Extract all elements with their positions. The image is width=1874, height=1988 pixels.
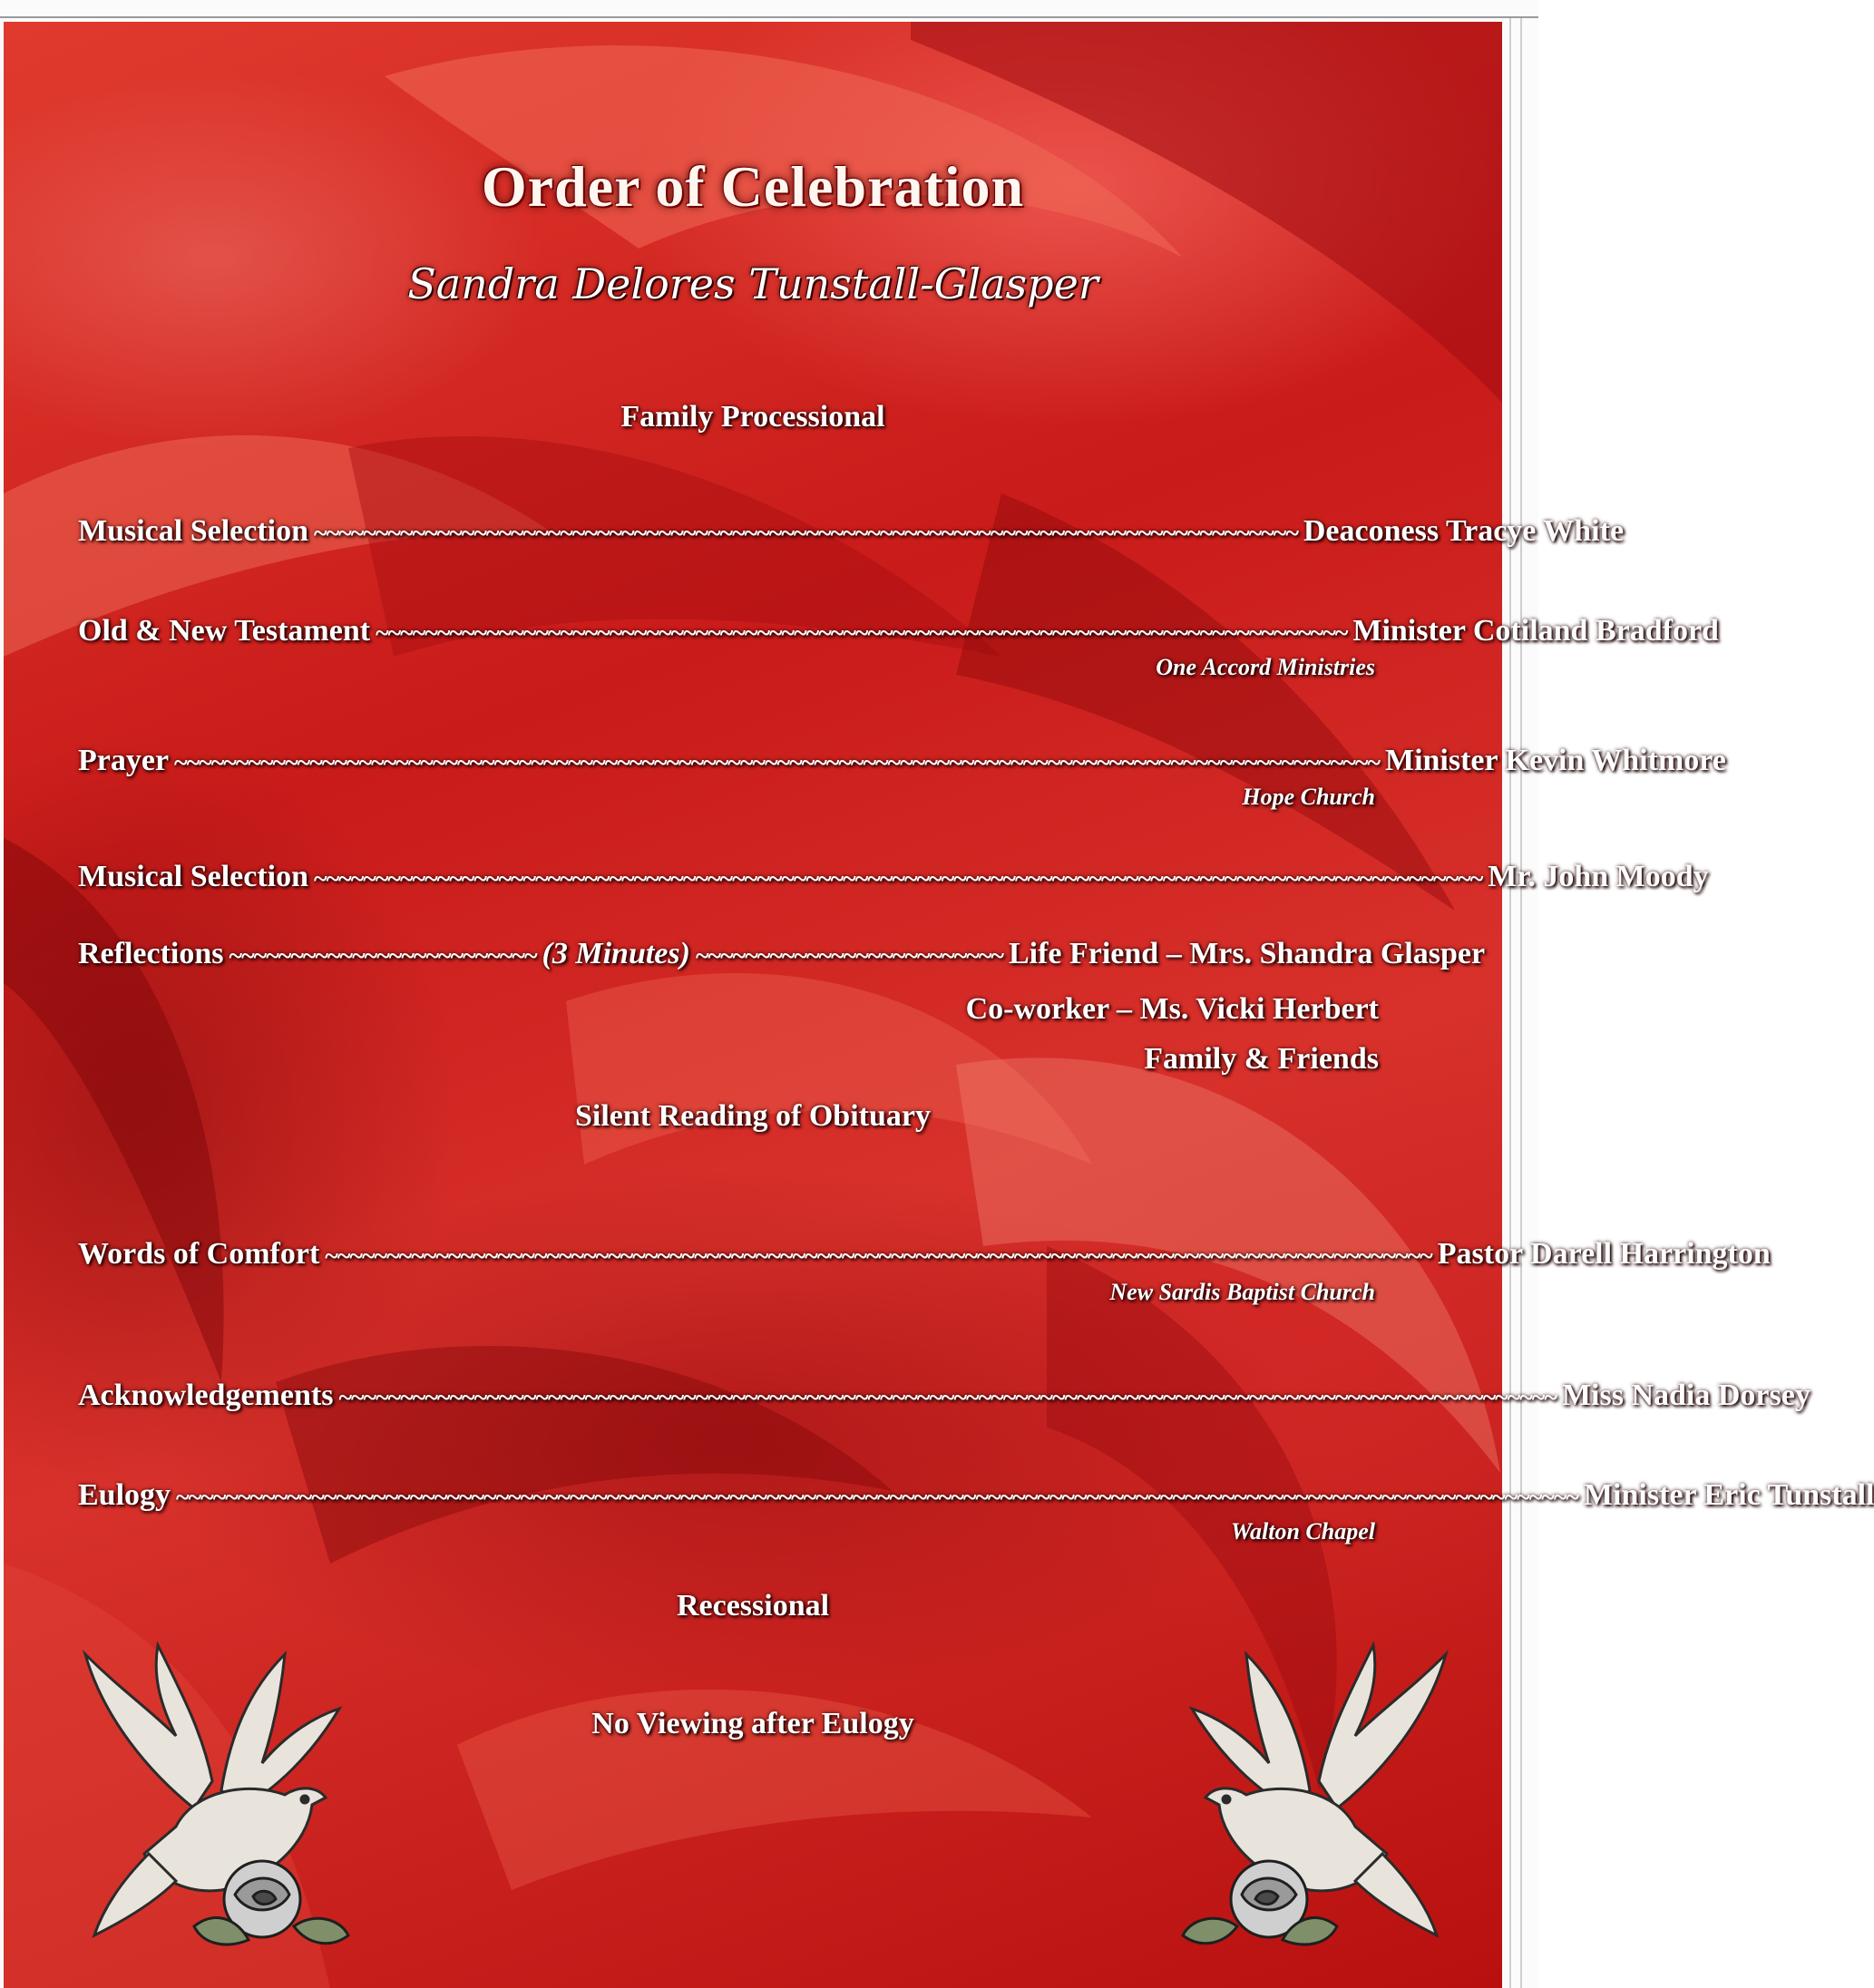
tilde-leader: ~~~~~~~~~~~~~~~~~~~~~~~~~~~~~~~~~~~~~~~~~~~~~~~~~~~~~~~~~~~~~~~~~~~~~~~~~~~~~~~~~~~~~~~~~~~~~~~~~~ — [174, 749, 1380, 777]
item-person: Mr. John Moody — [1488, 860, 1709, 893]
deceased-name: Sandra Delores Tunstall-Glasper — [407, 259, 1098, 308]
program-item-testament — [78, 605, 1719, 648]
program-item-reflections — [78, 928, 1486, 971]
program-item-eulogy — [78, 1469, 1874, 1513]
program-item-musical-selection-1 — [78, 505, 1625, 549]
item-part: Musical Selection — [78, 514, 309, 548]
scan-edge-right-1 — [1509, 18, 1511, 1988]
silent-reading-obituary: Silent Reading of Obituary — [575, 1099, 931, 1133]
tilde-leader: ~~~~~~~~~~~~~~~~~~~~~~~~~~~~~~~~~~~~~~~~~~~~~~~~~~~~~~~~~~~~~~~~~~~~~~~~~~~~~~~~ — [314, 520, 1298, 548]
dove-with-rose-left-icon — [67, 1636, 376, 1972]
family-processional: Family Processional — [620, 400, 885, 434]
item-part: Reflections — [78, 937, 224, 970]
tilde-leader: ~~~~~~~~~~~~~~~~~~~~~~~~~~~~~~~~~~~~~~~~~~~~~~~~~~~~~~~~~~~~~~~~~~~~~~~~~~~~~~~~~~~~~~~~~~~~~~~~~~~~~~~~~~~~~~~~~~ — [176, 1484, 1578, 1512]
program-item-prayer — [78, 735, 1726, 778]
item-person: Minister Cotiland Bradford — [1352, 614, 1719, 648]
tilde-leader: ~~~~~~~~~~~~~~~~~~~~~~~~~~~~~~~~~~~~~~~~~~~~~~~~~~~~~~~~~~~~~~~~~~~~~~~~~~~~~~~~~~~~~~~~~~~~~~~ — [314, 865, 1483, 893]
tilde-leader-left: ~~~~~~~~~~~~~~~~~~~~~~~~~ — [229, 942, 537, 970]
item-person: Deaconess Tracye White — [1303, 514, 1625, 548]
no-viewing-note: No Viewing after Eulogy — [591, 1707, 914, 1740]
recessional: Recessional — [676, 1589, 830, 1623]
dove-with-rose-right-icon — [1156, 1636, 1464, 1972]
item-person: Minister Eric Tunstall — [1583, 1478, 1874, 1512]
tilde-leader: ~~~~~~~~~~~~~~~~~~~~~~~~~~~~~~~~~~~~~~~~~~~~~~~~~~~~~~~~~~~~~~~~~~~~~~~~~~~~~~~~~~~~~~~~~~~~~~~~~~~ — [338, 1384, 1557, 1412]
tilde-leader: ~~~~~~~~~~~~~~~~~~~~~~~~~~~~~~~~~~~~~~~~~~~~~~~~~~~~~~~~~~~~~~~~~~~~~~~~~~~~~~~ — [376, 619, 1348, 648]
program-title: Order of Celebration — [481, 154, 1025, 219]
item-person: Miss Nadia Dorsey — [1561, 1379, 1811, 1412]
item-part: Acknowledgements — [78, 1379, 334, 1412]
affiliation-walton-chapel: Walton Chapel — [1230, 1518, 1375, 1545]
affiliation-new-sardis: New Sardis Baptist Church — [1109, 1279, 1375, 1305]
item-person: Minister Kevin Whitmore — [1384, 744, 1726, 777]
scan-edge-line — [0, 16, 1538, 18]
tilde-leader-right: ~~~~~~~~~~~~~~~~~~~~~~~~~ — [695, 942, 1003, 970]
reflections-duration: (3 Minutes) — [542, 937, 690, 970]
reflections-speaker-2: Co-worker – Ms. Vicki Herbert — [965, 992, 1379, 1026]
program-item-musical-selection-2 — [78, 851, 1709, 894]
reflections-speaker-1: Life Friend – Mrs. Shandra Glasper — [1008, 937, 1486, 970]
tilde-leader: ~~~~~~~~~~~~~~~~~~~~~~~~~~~~~~~~~~~~~~~~~~~~~~~~~~~~~~~~~~~~~~~~~~~~~~~~~~~~~~~~~~~~~~~~~~ — [325, 1242, 1432, 1271]
program-item-acknowledgements — [78, 1369, 1811, 1413]
program-page — [4, 22, 1874, 1988]
affiliation-hope-church: Hope Church — [1242, 784, 1375, 810]
affiliation-one-accord: One Accord Ministries — [1156, 654, 1375, 680]
item-part: Eulogy — [78, 1478, 171, 1512]
item-part: Words of Comfort — [78, 1237, 320, 1271]
item-part: Musical Selection — [78, 860, 309, 893]
scan-edge-right-2 — [1520, 18, 1522, 1988]
program-item-words-of-comfort — [78, 1228, 1771, 1272]
item-part: Prayer — [78, 744, 170, 777]
item-person: Pastor Darell Harrington — [1437, 1237, 1771, 1271]
item-part: Old & New Testament — [78, 614, 371, 648]
reflections-speaker-3: Family & Friends — [1144, 1042, 1379, 1076]
